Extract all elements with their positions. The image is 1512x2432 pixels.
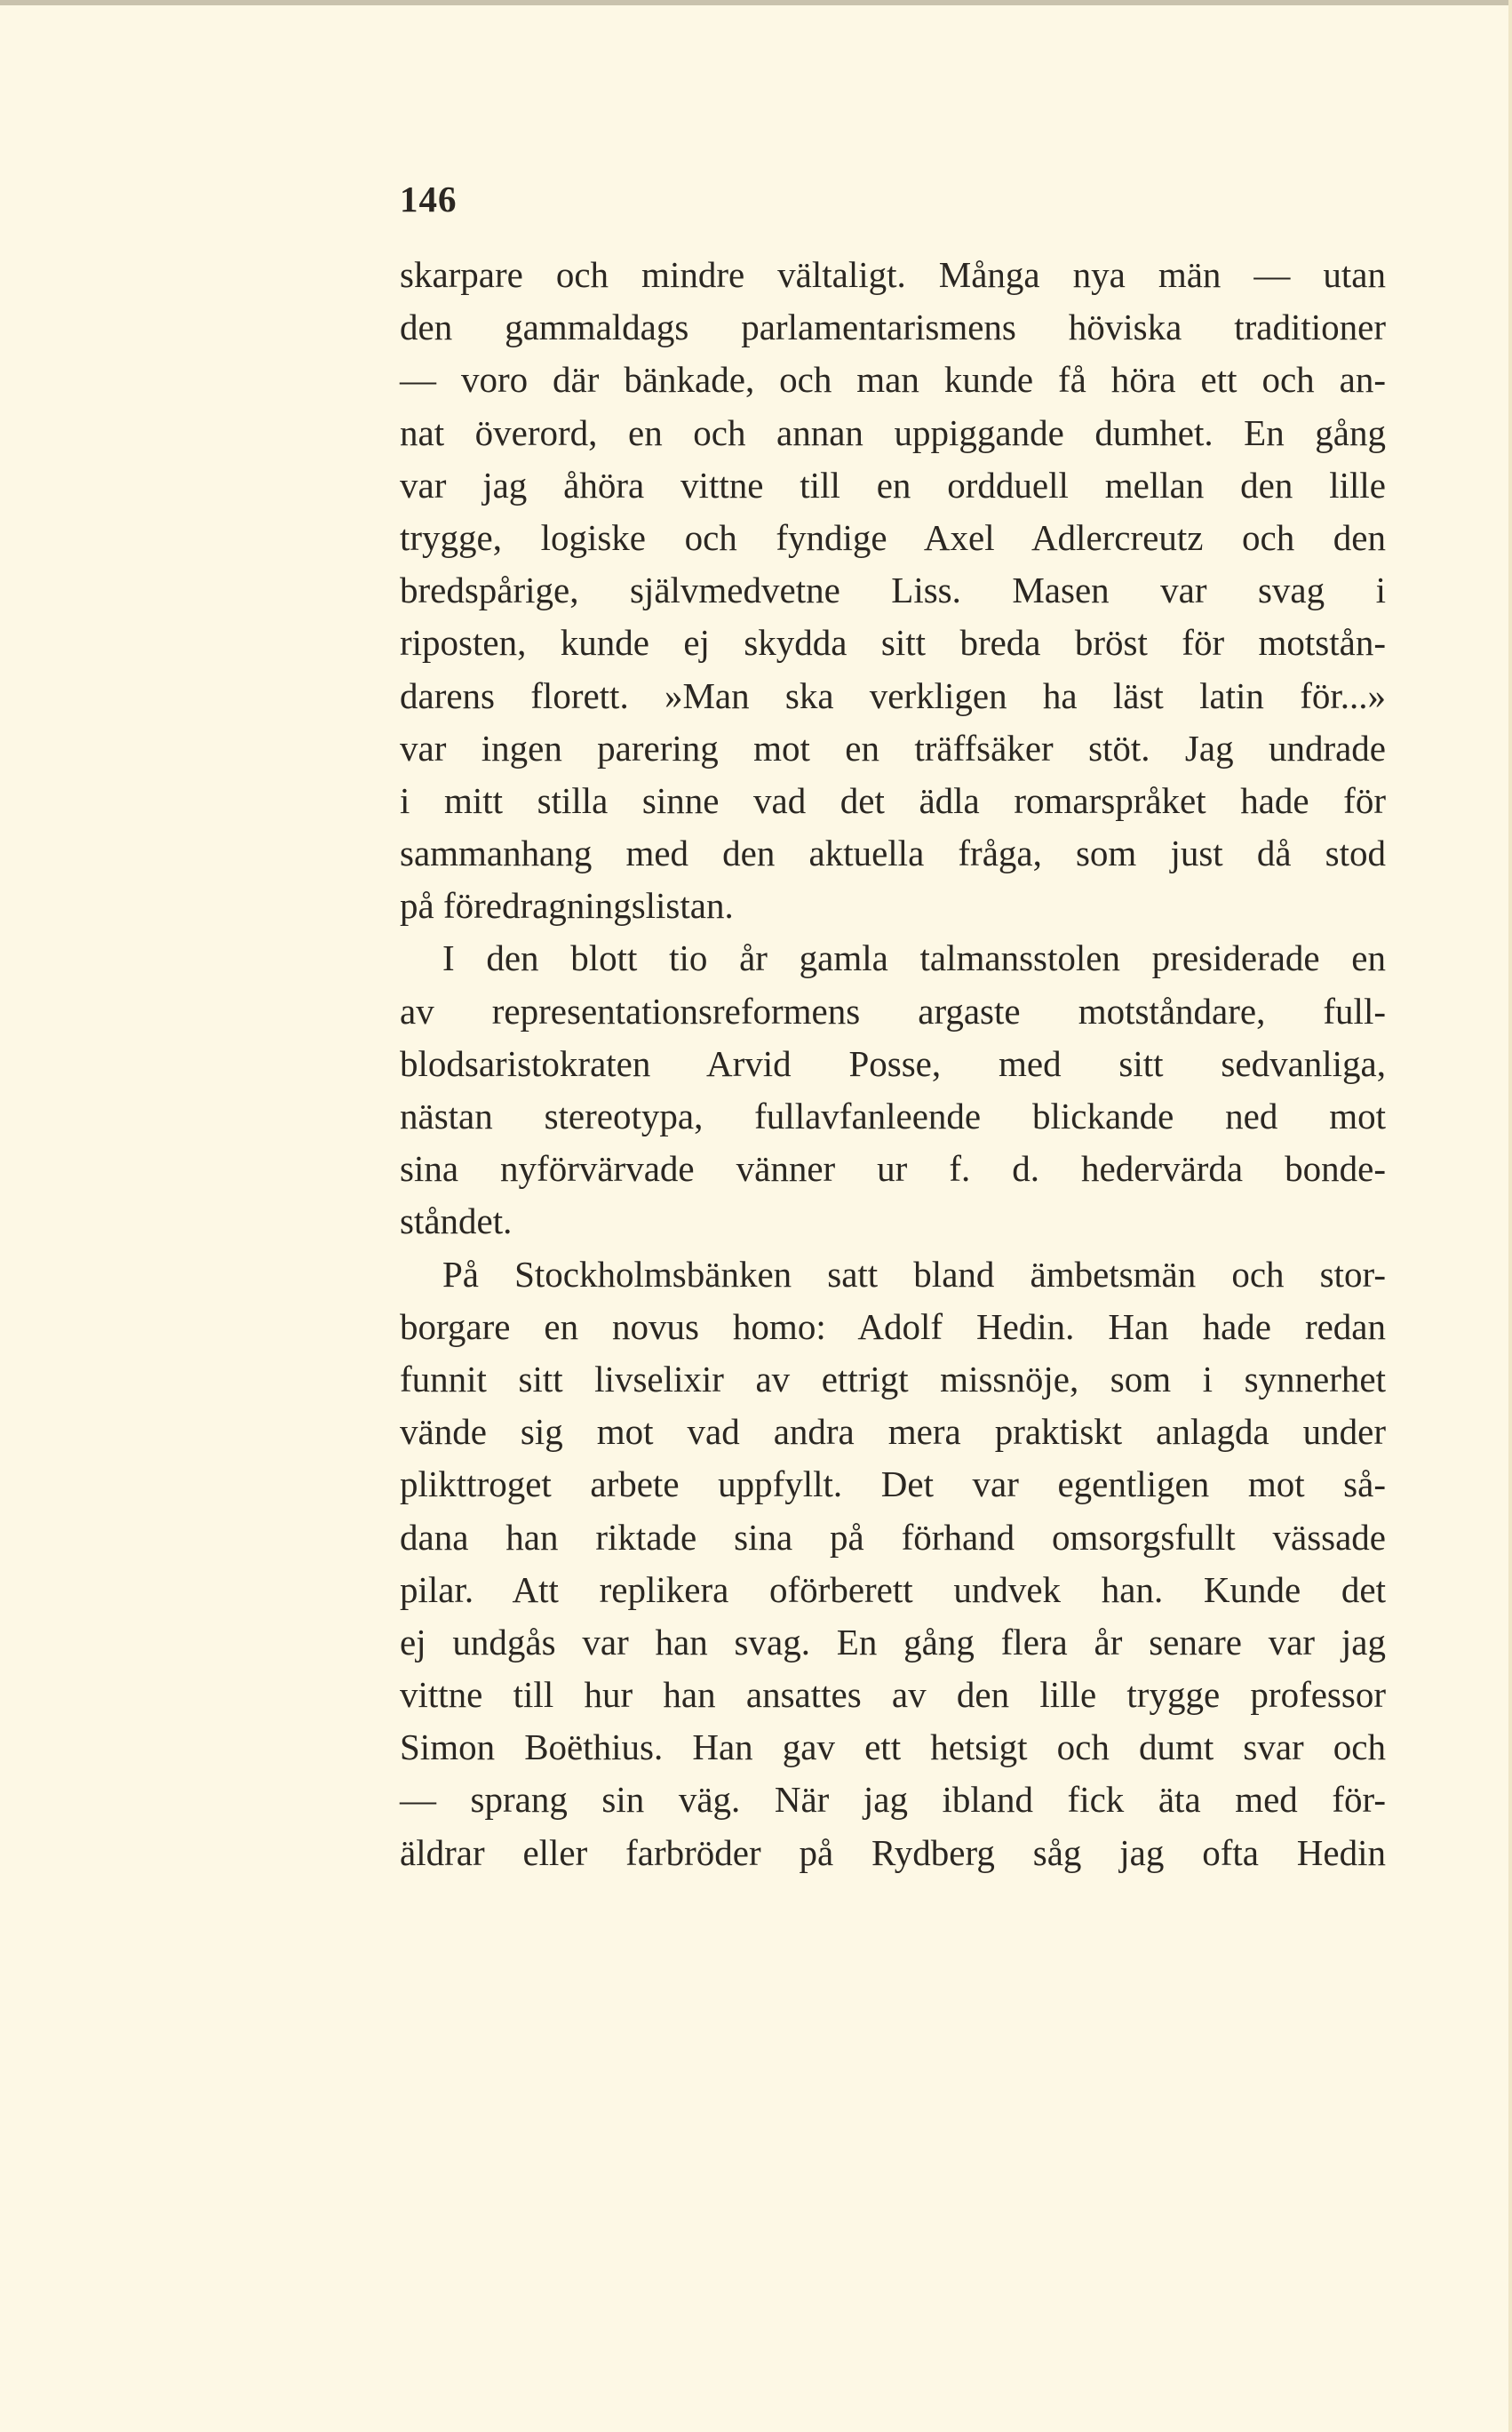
text-line: vände sig mot vad andra mera praktiskt anlagda under <box>400 1411 1386 1453</box>
text-line: nat överord, en och annan uppiggande dumhet. En gång <box>400 411 1386 453</box>
text-line: På Stockholmsbänken satt bland ämbetsmän och stor- <box>442 1253 1386 1295</box>
body-text <box>400 249 1386 1879</box>
text-line: sina nyförvärvade vänner ur f. d. hedervärda bonde- <box>400 1148 1386 1190</box>
text-line: den gammaldags parlamentarismens höviska traditioner <box>400 307 1386 348</box>
page-number: 146 <box>400 179 458 219</box>
text-line: ej undgås var han svag. En gång flera år senare var jag <box>400 1621 1386 1663</box>
text-line: bredspårige, självmedvetne Liss. Masen var svag i <box>400 570 1386 611</box>
text-line: på föredragningslistan. <box>400 885 734 927</box>
text-line: sammanhang med den aktuella fråga, som just då stod <box>400 833 1386 874</box>
text-line: nästan stereotypa, fullavfanleende blickande ned mot <box>400 1096 1386 1136</box>
page-top-edge <box>0 0 1512 5</box>
text-line: plikttroget arbete uppfyllt. Det var egentligen mot så- <box>400 1463 1386 1505</box>
text-line: Simon Boëthius. Han gav ett hetsigt och dumt svar och <box>400 1726 1386 1768</box>
text-line: borgare en novus homo: Adolf Hedin. Han hade redan <box>400 1305 1386 1347</box>
text-line: ståndet. <box>400 1200 513 1242</box>
text-line: darens florett. »Man ska verkligen ha läst latin för...» <box>400 674 1386 716</box>
text-line: pilar. Att replikera oförberett undvek han. Kunde det <box>400 1568 1386 1610</box>
text-line: — sprang sin väg. När jag ibland fick äta med för- <box>400 1779 1386 1821</box>
text-line: i mitt stilla sinne vad det ädla romarspråket hade för <box>400 779 1386 821</box>
text-line: I den blott tio år gamla talmansstolen presiderade en <box>442 937 1386 979</box>
text-line: vittne till hur han ansattes av den lille trygge professor <box>400 1674 1386 1716</box>
text-line: trygge, logiske och fyndige Axel Adlercreutz och den <box>400 516 1386 558</box>
text-line: var jag åhöra vittne till en ordduell mellan den lille <box>400 464 1386 506</box>
text-line: riposten, kunde ej skydda sitt breda bröst för motstån- <box>400 622 1386 664</box>
text-line: var ingen parering mot en träffsäker stöt. Jag undrade <box>400 727 1386 769</box>
text-line: dana han riktade sina på förhand omsorgsfullt vässade <box>400 1516 1386 1558</box>
text-line: blodsaristokraten Arvid Posse, med sitt sedvanliga, <box>400 1042 1386 1084</box>
text-line: skarpare och mindre vältaligt. Många nya män — utan <box>400 254 1386 295</box>
text-line: — voro där bänkade, och man kunde få höra ett och an- <box>400 359 1386 401</box>
text-line: funnit sitt livselixir av ettrigt missnöje, som i synnerhet <box>400 1358 1386 1399</box>
text-line: av representationsreformens argaste motståndare, full- <box>400 990 1386 1032</box>
text-line: äldrar eller farbröder på Rydberg såg jag ofta Hedin <box>400 1831 1386 1873</box>
page-right-edge <box>1508 0 1512 2432</box>
